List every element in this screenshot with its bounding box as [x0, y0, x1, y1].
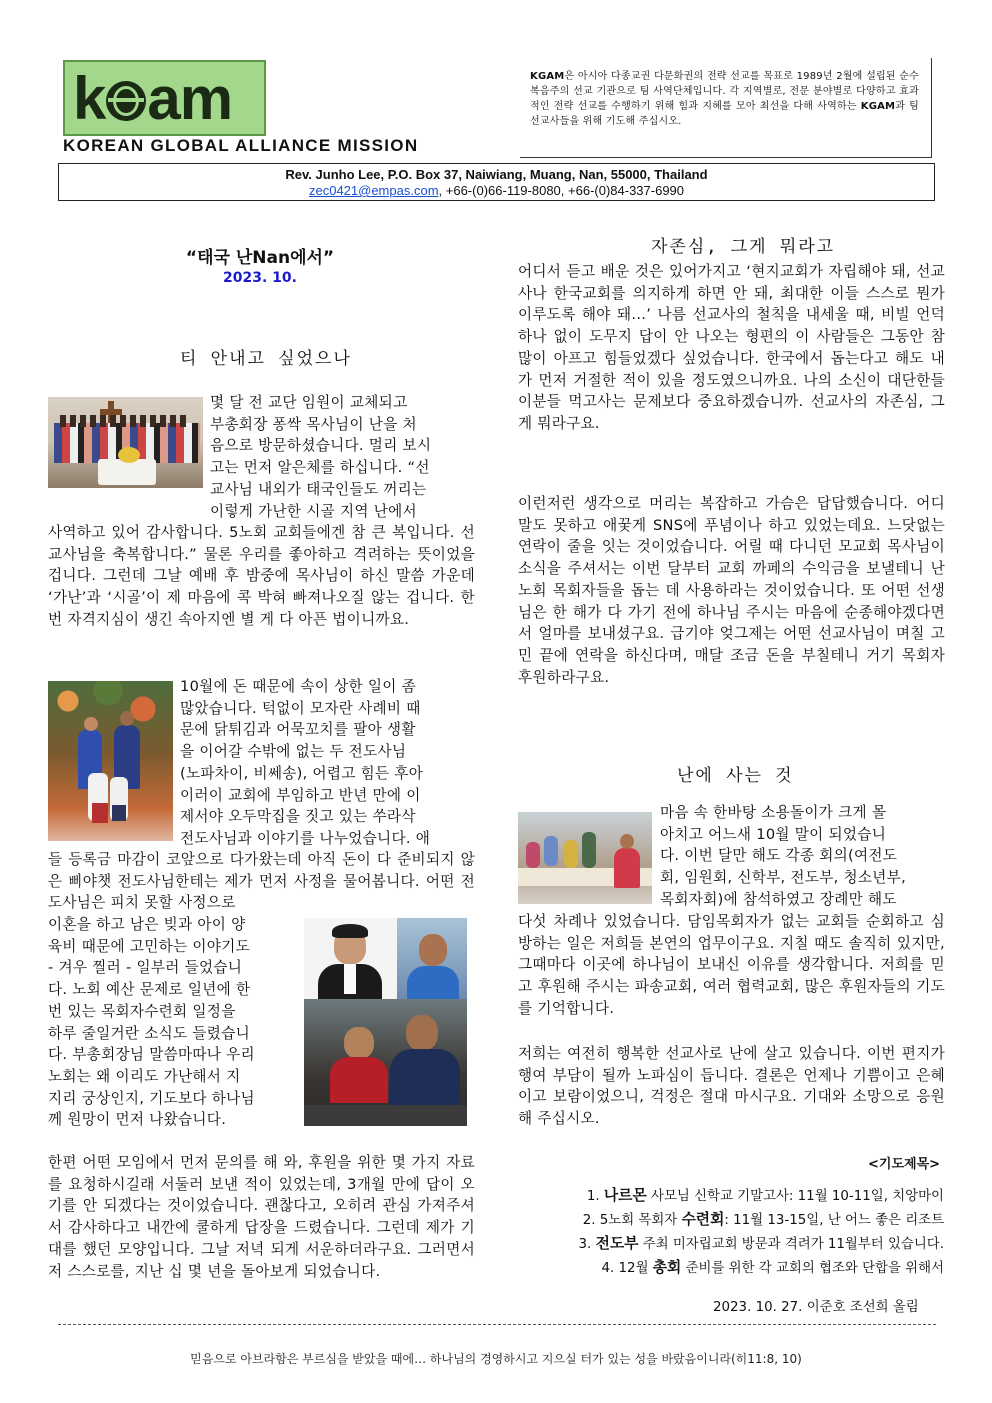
- s3-p1-line: 목회자회)에 참석하였고 장례만 해도: [660, 890, 897, 908]
- s1-p2-line: 을 이어갈 수밖에 없는 두 전도사님: [180, 743, 407, 761]
- s1-p3-line: 지리 궁상인지, 기도보다 하나님: [48, 1089, 255, 1107]
- s1-p2-rest: 들 등록금 마감이 코앞으로 다가왔는데 아직 돈이 다 준비되지 않은 삐야챗 전도사님한테는 제가 먼저 사정을 물어봅니다. 어떤 전도사님은 피치 못할 사정으로: [48, 851, 475, 912]
- s1-p1-line: 부총회장 퐁싹 목사님이 난을 처: [210, 415, 417, 433]
- org-name: KOREAN GLOBAL ALLIANCE MISSION: [63, 136, 419, 155]
- prayer-pre: 5노회 목회자: [599, 1213, 682, 1228]
- s1-p1-line: 음으로 방문하셨습니다. 멀리 보시: [210, 437, 432, 455]
- logo-letters-am: am: [147, 65, 233, 132]
- prayer-text: : 11월 13-15일, 난 어느 좋은 리조트: [724, 1213, 944, 1228]
- s1-p3-wrap: [48, 914, 300, 1131]
- s1-p1-line: 몇 달 전 교단 임원이 교체되고: [210, 394, 408, 411]
- s1-p2-line: 이러이 교회에 부임하고 반년 만에 이: [180, 786, 421, 804]
- s3-p1-rest: 다섯 차례나 있었습니다. 담임목회자가 없는 교회들 순회하고 심방하는 일은 저희들 본연의 업무이구요. 지칠 때도 솔직히 있지만, 그때마다 이곳에 하나님이 보내신 이유를 생각합니다. 저희를 믿고 후원해 주시는 파송교회, 여러 협력교회, 많은 후원자들의 기도를 기억합니다.: [518, 913, 945, 1017]
- prayer-text: 주최 미자립교회 방문과 격려가 11월부터 있습니다.: [638, 1237, 944, 1252]
- meeting-photo: [518, 812, 652, 904]
- s1-p1-wrap: [210, 392, 475, 522]
- portrait-photo-man-outdoors: [397, 918, 467, 999]
- logo-letter-k: k: [73, 65, 106, 132]
- letter-date: 2023. 10.: [223, 270, 297, 286]
- footer-verse: 믿음으로 아브라함은 부르심을 받았을 때에… 하나님의 경영하시고 지으실 터가 있는 성을 바랐음이니라(히11:8, 10): [190, 1352, 802, 1366]
- prayer-title: <기도제목>: [868, 1157, 941, 1172]
- prayer-item: [601, 1257, 944, 1280]
- intro-brand: KGAM: [530, 71, 565, 82]
- phone-numbers: , +66-(0)66-119-8080, +66-(0)84-337-6990: [438, 183, 685, 198]
- s3-p1-line: 다. 이번 달만 해도 각종 회의(여전도: [660, 847, 898, 865]
- s2-p2: 이런저런 생각으로 머리는 복잡하고 가슴은 답답했습니다. 어디 말도 못하고 애꿎게 SNS에 푸념이나 하고 있었는데요. 느닷없는 연락이 줄을 잇는 것이었습니다. 어릴 때 다니던 모교회 목사님이 소식을 주셔서는 이번 달부터 교회 까페의 수익금을 보낼테니 난노회 목회자들을 돕는 데 사용하라는 것이었습니다. 또 어떤 선생님은 한 해가 다 가기 전에 하나님 주시는 마음에 순종해야겠다면서 얼마를 보내셨구요. 급기야 엊그제는 어떤 선교사님이 며칠 고민 끝에 연락을 하신다며, 매달 조금 돈을 부칠테니 거기 목회자 후원하라구요.: [518, 495, 945, 686]
- father-son-restaurant-photo: [304, 999, 467, 1126]
- s1-p2-line: 많았습니다. 턱없이 모자란 사례비 때: [180, 699, 421, 717]
- s1-p3-line: 하루 줄일거란 소식도 들렸습니: [48, 1024, 250, 1042]
- prayer-num: 2.: [582, 1213, 596, 1228]
- intro-tail: 과 팀 선교사들을 위해 기도해 주십시오.: [530, 101, 919, 127]
- s1-p1-line: 고는 먼저 알은체를 하십니다. “선: [210, 459, 430, 477]
- prayer-num: 4.: [601, 1261, 615, 1276]
- prayer-item: [583, 1209, 944, 1232]
- footer-divider: [58, 1324, 936, 1325]
- s1-p3-line: - 겨우 찔러 - 일부러 들었습니: [48, 959, 243, 977]
- prayer-bold: 수련회: [681, 1211, 725, 1228]
- s1-p2-wrap: [180, 676, 475, 850]
- intro-text: 은 아시아 다종교권 다문화권의 전략 선교를 목표로 1989년 2월에 설립된 순수 복음주의 선교 기관으로 팀 사역단체입니다. 각 지역별로, 전문 분야별로 다양하고 효과적인 전략 선교를 수행하기 위해 힘과 지혜를 모아 최선을 다해 사역하는: [530, 71, 919, 112]
- s3-p1-line: 아치고 어느새 10월 말이 되었습니: [660, 825, 887, 843]
- s3-p1-wrap: [660, 802, 945, 911]
- s1-p3-line: 이혼을 하고 남은 빚과 아이 양: [48, 916, 246, 933]
- prayer-bold: 전도부: [595, 1235, 639, 1252]
- s1-p2-line: (노파차이, 비쎄송), 어렵고 힘든 후아: [180, 764, 424, 782]
- intro-box: [520, 58, 932, 158]
- s1-p2-line: 제서야 오두막집을 짓고 있는 쑤라삭: [180, 808, 416, 826]
- prayer-item: [587, 1185, 944, 1208]
- prayer-text: 준비를 위한 각 교회의 협조와 단합을 위해서: [681, 1261, 944, 1276]
- s1-p3-line: 육비 때문에 고민하는 이야기도: [48, 937, 250, 955]
- church-group-photo: [48, 397, 203, 488]
- s1-p3-line: 노회는 왜 이리도 가난해서 지: [48, 1067, 241, 1085]
- section-heading-1: 티 안내고 싶었으나: [180, 349, 352, 369]
- prayer-bold: 나르몬: [603, 1187, 647, 1204]
- s1-p1-line: 교사님 내외가 태국인들도 꺼리는: [210, 480, 427, 498]
- section-heading-2: 자존심, 그게 뭐라고: [651, 237, 836, 257]
- logo-wordmark: [73, 66, 232, 132]
- s2-p1: 어디서 듣고 배운 것은 있어가지고 ‘현지교회가 자립해야 돼, 선교사나 한국교회를 의지하게 하면 안 돼, 최대한 이들 스스로 뭔가 이루도록 해야 돼...’ 나름 선교사의 철칙을 내세울 때, 비빌 언덕 하나 없이 도무지 답이 안 나오는 형편의 이 사람들은 그동안 참 많이 아프고 힘들었겠다 싶었습니다. 한국에서 돕는다고 해도 내가 먼저 거절한 적이 있을 정도였으니까요. 나의 소신이 대단한들 이분들 먹고사는 문제보다 중요하겠습니까. 선교사의 자존심, 그게 뭐라구요.: [518, 263, 945, 432]
- section-heading-3: 난에 사는 것: [677, 766, 794, 786]
- s1-p3-line: 다. 부총회장님 말씀마따나 우리: [48, 1046, 255, 1064]
- s1-p3-line: 께 원망이 먼저 나왔습니다.: [48, 1111, 227, 1129]
- kgam-logo: [63, 60, 266, 136]
- s1-p1-rest: 사역하고 있어 감사합니다. 5노회 교회들에겐 참 큰 복입니다. 선교사님을 축복합니다.” 물론 우리를 좋아하고 격려하는 뜻이었을 겁니다. 그런데 그날 예배 후 밤중에 목사님이 하신 말씀 가운데 ‘가난’과 ‘시골’이 제 마음에 콕 박혀 빠져나오질 않는 겁니다. 한번 자격지심이 생긴 속아지엔 별 게 다 아픈 법이니까요.: [48, 524, 475, 628]
- email-link[interactable]: zec0421@empas.com: [308, 183, 439, 198]
- prayer-bold: 총회: [652, 1259, 682, 1276]
- letter-title: “태국 난Nan에서”: [185, 248, 335, 268]
- prayer-item: [579, 1233, 944, 1256]
- s3-p1-line: 회, 임원회, 신학부, 전도부, 청소년부,: [660, 869, 907, 887]
- prayer-text: 사모님 신학교 기말고사: 11월 10-11일, 치앙마이: [646, 1189, 944, 1204]
- signoff: 2023. 10. 27. 이준호 조선희 올림: [713, 1300, 919, 1315]
- address-box: [58, 163, 935, 201]
- s3-p1-line: 마음 속 한바탕 소용돌이가 크게 몰: [660, 804, 887, 821]
- prayer-pre: 12월: [618, 1261, 653, 1276]
- s1-p1-line: 이렇게 가난한 시골 지역 난에서: [210, 502, 417, 520]
- portrait-photo-young-man: [304, 918, 397, 999]
- contact-line: [59, 183, 934, 198]
- address-line: Rev. Junho Lee, P.O. Box 37, Naiwiang, Muang, Nan, 55000, Thailand: [285, 167, 708, 182]
- family-photo: [48, 681, 173, 841]
- s1-p3-line: 다. 노회 예산 문제로 일년에 한: [48, 981, 251, 999]
- prayer-num: 3.: [578, 1237, 592, 1252]
- globe-icon: [106, 81, 146, 121]
- prayer-num: 1.: [586, 1189, 600, 1204]
- s1-p2-line: 전도사님과 이야기를 나누었습니다. 애: [180, 829, 431, 847]
- s1-p4: 한편 어떤 모임에서 먼저 문의를 해 와, 후원을 위한 몇 가지 자료를 요청하시길래 서둘러 보낸 적이 있었는데, 3개월 만에 답이 오기를 안 되겠다는 것이었습니다. 괜찮다고, 오히려 관심 가져주셔서 감사하다고 내깐에 쿨하게 답장을 드렸습니다. 그런데 제가 기대를 했던 모양입니다. 그날 저녁 되게 서운하더라구요. 그러면서 저 스스로를, 지난 십 몇 년을 돌아보게 되었습니다.: [48, 1154, 475, 1280]
- s1-p2-line: 10월에 돈 때문에 속이 상한 일이 좀: [180, 678, 416, 695]
- s3-p2: 저희는 여전히 행복한 선교사로 난에 살고 있습니다. 이번 편지가 행여 부담이 될까 노파심이 듭니다. 결론은 언제나 기쁨이고 은혜이고 보람이었으니, 걱정은 절대 마시구요. 기대와 소망으로 응원해 주십시오.: [518, 1045, 945, 1128]
- s1-p3-line: 번 있는 목회자수련회 일정을: [48, 1002, 236, 1020]
- intro-brand-2: KGAM: [860, 101, 896, 112]
- s1-p2-line: 문에 닭튀김과 어묵꼬치를 팔아 생활: [180, 721, 416, 739]
